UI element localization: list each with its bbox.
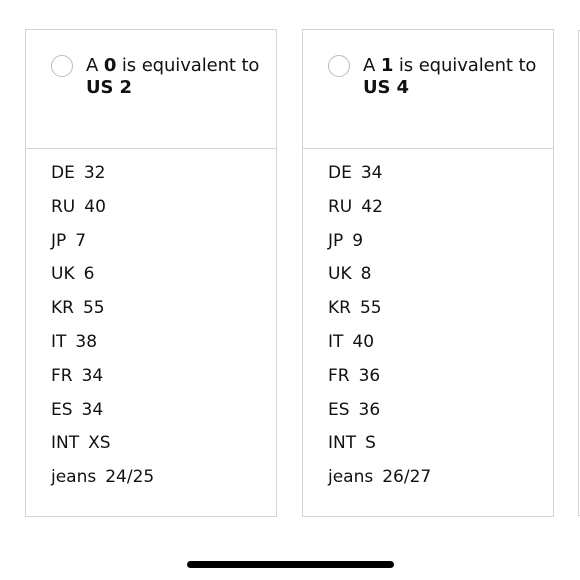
size-option-card-1[interactable] [302, 29, 554, 517]
conversion-value: 32 [83, 163, 106, 183]
conversion-system: KR [328, 298, 351, 319]
conversion-system: UK [51, 264, 75, 285]
conversion-value: S [365, 433, 376, 454]
conversion-value: 24/25 [105, 467, 155, 488]
size-option-card-0[interactable] [25, 29, 277, 517]
conversion-system: IT [51, 331, 67, 352]
size-option-header [26, 30, 276, 149]
conversion-row [51, 431, 154, 465]
conversion-value: 40 [84, 196, 106, 217]
conversion-row [328, 161, 431, 195]
conversion-value: 34 [360, 163, 383, 183]
conversion-system: KR [51, 298, 74, 319]
conversion-system: RU [51, 196, 76, 217]
conversion-value: 40 [352, 331, 375, 352]
conversion-value: 42 [361, 196, 383, 217]
conversion-value: 36 [358, 399, 381, 420]
conversion-value: 55 [359, 298, 382, 319]
conversion-value: 55 [82, 298, 105, 319]
conversion-value: 9 [352, 230, 364, 251]
equiv-middle: is equivalent to [116, 55, 260, 76]
conversion-system: RU [328, 196, 353, 217]
conversion-row [51, 330, 154, 364]
conversion-row [328, 431, 431, 465]
conversion-row [51, 229, 154, 263]
conversion-system: IT [328, 331, 344, 352]
conversion-row [51, 465, 154, 499]
conversion-row [328, 229, 431, 263]
equiv-middle: is equivalent to [393, 55, 537, 76]
conversion-value: 26/27 [382, 467, 432, 488]
size-option-header [303, 30, 553, 149]
conversion-row [51, 262, 154, 296]
conversion-system: DE [51, 163, 75, 183]
equiv-prefix: A [363, 55, 381, 76]
size-conversion-list [51, 161, 154, 499]
conversion-system: UK [328, 264, 352, 285]
conversion-system: FR [51, 365, 73, 386]
equiv-prefix: A [86, 55, 104, 76]
conversion-system: jeans [328, 467, 374, 488]
conversion-value: 6 [83, 264, 95, 285]
conversion-value: 36 [358, 365, 381, 386]
conversion-row [328, 330, 431, 364]
home-indicator[interactable] [187, 561, 394, 568]
size-equivalence-text [86, 55, 266, 99]
size-radio-button[interactable] [51, 55, 73, 77]
size-value: 1 [380, 55, 394, 76]
conversion-system: JP [51, 230, 67, 251]
us-size-label: US 4 [363, 77, 409, 98]
conversion-row [51, 364, 154, 398]
conversion-value: 8 [360, 264, 372, 285]
size-radio-button[interactable] [328, 55, 350, 77]
conversion-system: jeans [51, 467, 97, 488]
conversion-row [328, 262, 431, 296]
conversion-row [328, 465, 431, 499]
conversion-system: FR [328, 365, 350, 386]
size-value: 0 [103, 55, 117, 76]
conversion-system: JP [328, 230, 344, 251]
conversion-row [51, 398, 154, 432]
conversion-row [328, 364, 431, 398]
conversion-value: XS [88, 433, 111, 454]
conversion-row [328, 296, 431, 330]
size-conversion-list [328, 161, 431, 499]
conversion-row [51, 161, 154, 195]
conversion-row [328, 195, 431, 229]
conversion-system: ES [51, 399, 73, 420]
size-equivalence-text [363, 55, 543, 99]
conversion-value: 34 [81, 399, 104, 420]
conversion-row [328, 398, 431, 432]
conversion-value: 34 [81, 365, 104, 386]
conversion-row [51, 195, 154, 229]
conversion-system: INT [51, 433, 80, 454]
conversion-system: INT [328, 433, 357, 454]
conversion-value: 38 [75, 331, 98, 352]
us-size-label: US 2 [86, 77, 132, 98]
conversion-value: 7 [75, 230, 87, 251]
conversion-row [51, 296, 154, 330]
conversion-system: DE [328, 163, 352, 183]
conversion-system: ES [328, 399, 350, 420]
